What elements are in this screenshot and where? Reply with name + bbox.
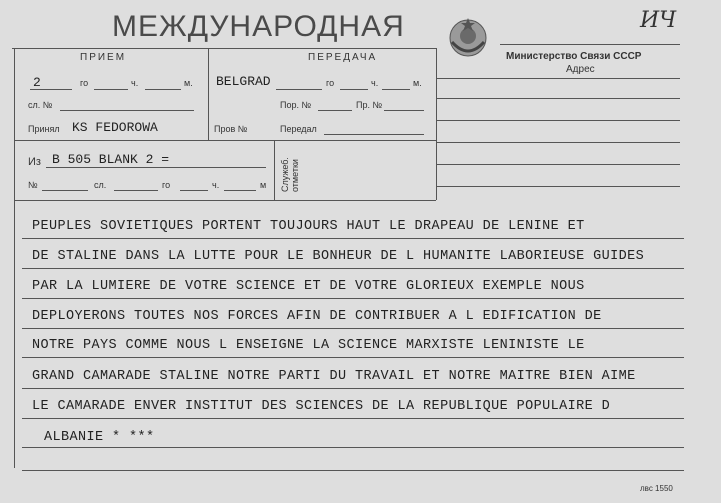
message-line: GRAND CAMARADE STALINE NOTRE PARTI DU TRAVAIL ET NOTRE MAITRE BIEN AIME — [32, 369, 636, 384]
transmission-go-label: го — [326, 78, 335, 88]
telegram-type-title: МЕЖДУНАРОДНАЯ — [112, 10, 405, 43]
ministry-label: Министерство Связи СССР — [506, 51, 642, 62]
ussr-emblem-icon — [444, 16, 492, 67]
origin-from-value: B 505 BLANK 2 = — [52, 152, 170, 167]
receipt-ch-label: ч. — [131, 78, 139, 88]
service-notes-label: Служеб. отметки — [280, 157, 300, 192]
transmission-por-label: Пор. № — [280, 100, 312, 110]
origin-sl-label: сл. — [94, 180, 107, 190]
receipt-go-label: го — [80, 78, 89, 88]
receipt-day-value: 2 — [33, 75, 41, 90]
receipt-accepted-label: Принял — [28, 124, 60, 134]
transmission-sent-label: Передал — [280, 124, 317, 134]
receipt-prov-label: Пров № — [214, 124, 248, 134]
message-line: LE CAMARADE ENVER INSTITUT DES SCIENCES DE LA REPUBLIQUE POPULAIRE D — [32, 399, 611, 414]
receipt-accepted-value: KS FEDOROWA — [72, 120, 158, 135]
origin-no-label: № — [28, 180, 38, 190]
origin-ch-label: ч. — [212, 180, 220, 190]
transmission-m-label: м. — [413, 78, 422, 88]
address-label: Адрес — [566, 64, 595, 75]
transmission-pr-label: Пр. № — [356, 100, 383, 110]
message-line: DE STALINE DANS LA LUTTE POUR LE BONHEUR DE L HUMANITE LABORIEUSE GUIDES — [32, 249, 645, 264]
origin-go-label: го — [162, 180, 171, 190]
form-code: лвс 1550 — [640, 484, 673, 493]
origin-from-label: Из — [28, 156, 41, 168]
message-line: ALBANIE * *** — [44, 430, 155, 445]
message-line: DEPLOYERONS TOUTES NOS FORCES AFIN DE CONTRIBUER A L EDIFICATION DE — [32, 309, 602, 324]
transmission-heading: ПЕРЕДАЧА — [308, 52, 378, 63]
message-line: PEUPLES SOVIETIQUES PORTENT TOUJOURS HAUT LE DRAPEAU DE LENINE ET — [32, 219, 585, 234]
origin-m-label: м — [260, 180, 267, 190]
transmission-ch-label: ч. — [371, 78, 379, 88]
receipt-m-label: м. — [184, 78, 193, 88]
transmission-destination: BELGRAD — [216, 74, 271, 89]
handwritten-number: ИЧ — [640, 8, 677, 33]
message-line: NOTRE PAYS COMME NOUS L ENSEIGNE LA SCIENCE MARXISTE LENINISTE LE — [32, 338, 585, 353]
receipt-heading: ПРИЕМ — [80, 52, 127, 63]
receipt-sl-label: сл. № — [28, 100, 53, 110]
message-line: PAR LA LUMIERE DE VOTRE SCIENCE ET DE VOTRE GLORIEUX EXEMPLE NOUS — [32, 279, 585, 294]
